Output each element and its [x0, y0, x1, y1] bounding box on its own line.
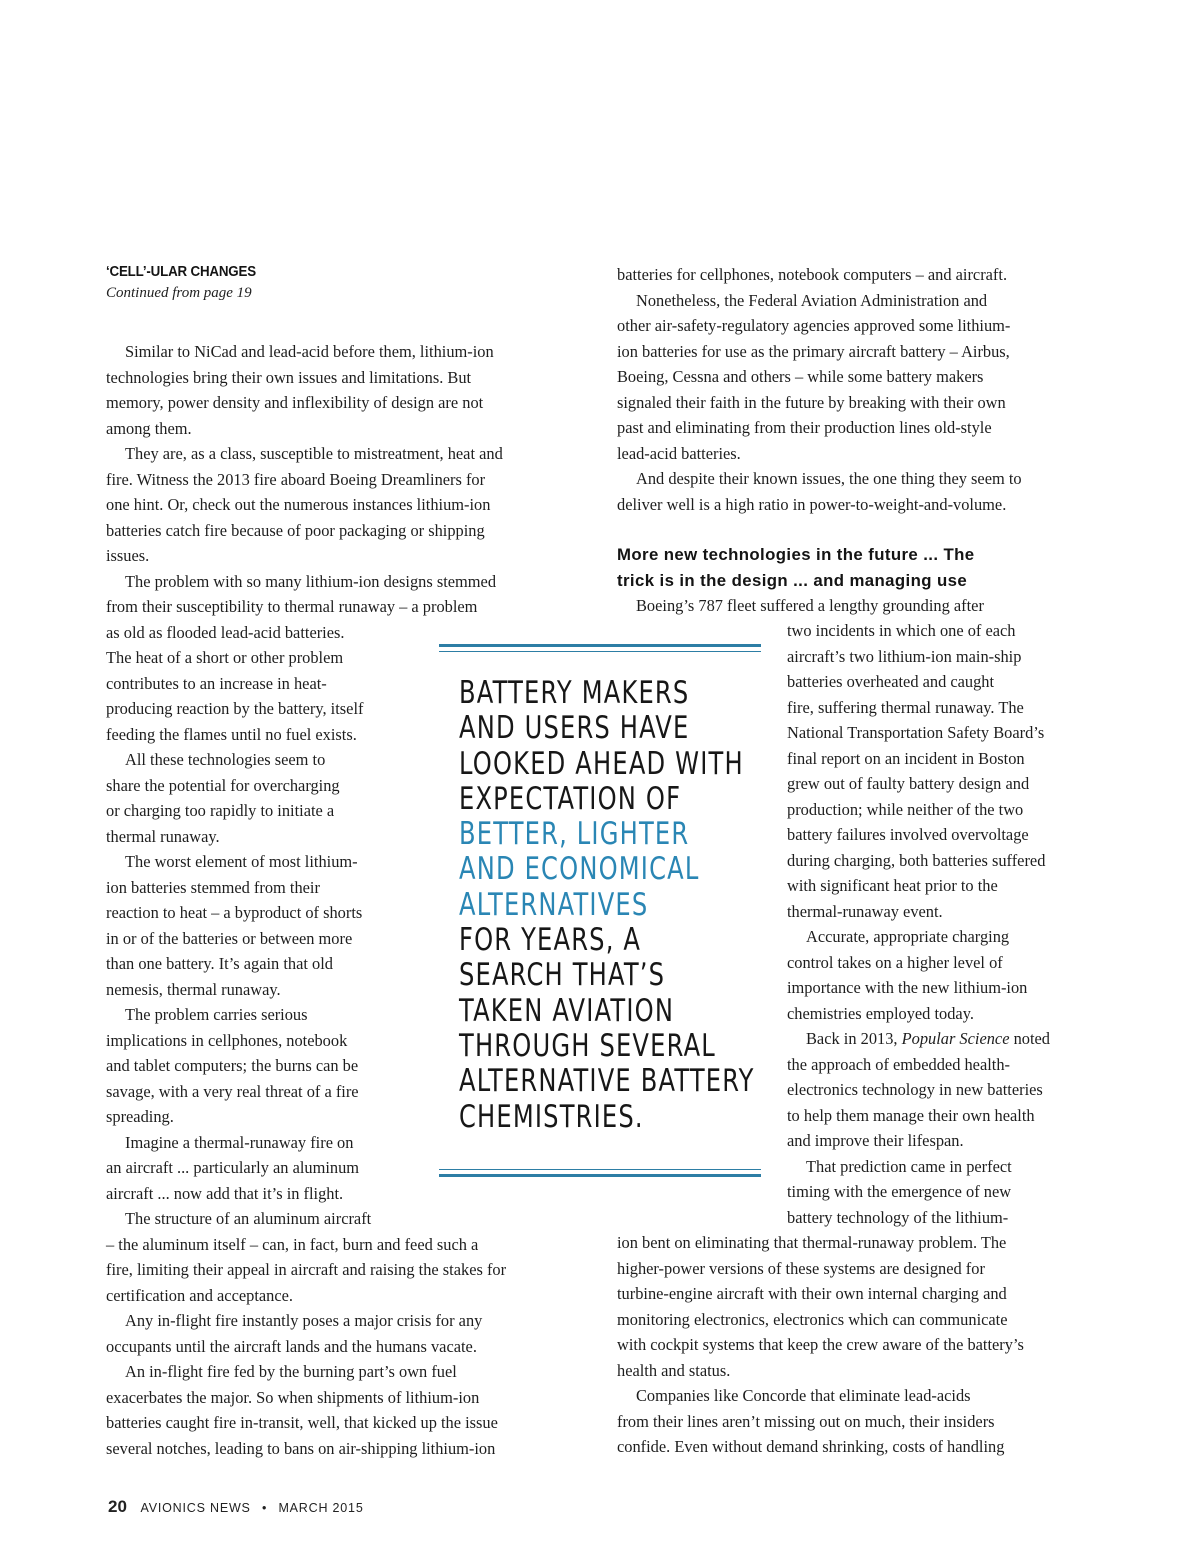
section-kicker: ‘CELL’-ULAR CHANGES: [106, 264, 256, 280]
body-line: Boeing’s 787 fleet suffered a lengthy grounding after: [636, 596, 984, 615]
body-line: among them.: [106, 418, 192, 438]
pull-quote-top-rule-thin: [439, 651, 761, 652]
body-line: An in-flight fire fed by the burning part’s own fuel: [125, 1362, 457, 1381]
body-line: one hint. Or, check out the numerous instances lithium-ion: [106, 495, 491, 514]
body-line: Companies like Concorde that eliminate lead-acids: [636, 1386, 971, 1405]
publication-name: AVIONICS NEWS: [140, 1501, 251, 1515]
body-line: aircraft’s two lithium-ion main-ship: [787, 646, 1022, 666]
body-line: the approach of embedded health-: [787, 1054, 1010, 1074]
body-line: The worst element of most lithium-: [125, 852, 358, 871]
body-line: fire, limiting their appeal in aircraft and raising the stakes for: [106, 1260, 507, 1279]
body-line: ion bent on eliminating that thermal-runaway problem. The: [617, 1233, 1007, 1252]
body-line: National Transportation Safety Board’s: [787, 723, 1045, 742]
body-line: control takes on a higher level of: [787, 952, 1003, 972]
body-line: The structure of an aluminum aircraft: [125, 1209, 372, 1228]
body-line: feeding the flames until no fuel exists.: [106, 724, 357, 744]
pull-quote-line: FOR YEARS, A: [459, 922, 642, 959]
body-line: production; while neither of the two: [787, 799, 1024, 819]
body-line: – the aluminum itself – can, in fact, burn and feed such a: [106, 1234, 479, 1254]
body-line: chemistries employed today.: [787, 1003, 974, 1023]
body-line: exacerbates the major. So when shipments of lithium-ion: [106, 1387, 480, 1407]
body-line: lead-acid batteries.: [617, 443, 741, 463]
body-line: from their lines aren’t missing out on much, their insiders: [617, 1411, 995, 1431]
body-line: with significant heat prior to the: [787, 876, 998, 895]
body-line: timing with the emergence of new: [787, 1182, 1012, 1201]
body-line: past and eliminating from their production lines old-style: [617, 418, 992, 437]
body-line: Imagine a thermal-runaway fire on: [125, 1132, 354, 1152]
pull-quote-top-rule: [439, 644, 761, 647]
body-line: in or of the batteries or between more: [106, 928, 353, 948]
pull-quote-line: LOOKED AHEAD WITH: [459, 745, 744, 782]
body-line: to help them manage their own health: [787, 1105, 1035, 1125]
body-line: than one battery. It’s again that old: [106, 954, 333, 973]
body-line: The problem carries serious: [125, 1005, 308, 1024]
subhead-line: trick is in the design ... and managing use: [617, 570, 968, 590]
body-line: That prediction came in perfect: [806, 1156, 1012, 1176]
body-line: aircraft ... now add that it’s in flight.: [106, 1183, 344, 1203]
pull-quote-line: ALTERNATIVE BATTERY: [459, 1063, 755, 1100]
body-line: battery technology of the lithium-: [787, 1207, 1009, 1227]
body-line: health and status.: [617, 1360, 731, 1380]
body-line: All these technologies seem to: [125, 750, 326, 769]
body-line: several notches, leading to bans on air-shipping lithium-ion: [106, 1438, 496, 1458]
body-line: fire. Witness the 2013 fire aboard Boeing Dreamliners for: [106, 469, 486, 489]
body-line: final report on an incident in Boston: [787, 748, 1025, 768]
pull-quote-line: TAKEN AVIATION: [459, 992, 675, 1029]
body-line: an aircraft ... particularly an aluminum: [106, 1158, 360, 1177]
body-line: confide. Even without demand shrinking, costs of handling: [617, 1437, 1005, 1456]
body-line: batteries catch fire because of poor packaging or shipping: [106, 520, 485, 540]
body-line: technologies bring their own issues and limitations. But: [106, 367, 472, 387]
body-line: They are, as a class, susceptible to mistreatment, heat and: [125, 444, 503, 463]
pull-quote-text: [459, 676, 769, 1135]
body-line: Any in-flight fire instantly poses a major crisis for any: [125, 1311, 483, 1330]
subhead-line: More new technologies in the future ... The: [617, 545, 975, 564]
body-line: batteries caught fire in-transit, well, that kicked up the issue: [106, 1413, 498, 1432]
body-line: batteries for cellphones, notebook computers – and aircraft.: [617, 265, 1008, 284]
body-line: certification and acceptance.: [106, 1285, 294, 1305]
pull-quote-highlight-line: BETTER, LIGHTER: [459, 816, 690, 853]
body-line: battery failures involved overvoltage: [787, 825, 1029, 844]
pull-quote-bottom-rule: [439, 1174, 761, 1177]
body-line: other air-safety-regulatory agencies approved some lithium-: [617, 316, 1011, 335]
body-line: importance with the new lithium-ion: [787, 978, 1028, 997]
body-line: ion batteries for use as the primary aircraft battery – Airbus,: [617, 341, 1010, 361]
body-line: occupants until the aircraft lands and the humans vacate.: [106, 1336, 477, 1356]
issue-date: MARCH 2015: [278, 1501, 364, 1515]
page-footer: [108, 1497, 364, 1517]
body-line: as old as flooded lead-acid batteries.: [106, 622, 345, 642]
body-line: two incidents in which one of each: [787, 621, 1016, 640]
body-line: Similar to NiCad and lead-acid before them, lithium-ion: [125, 342, 494, 361]
pull-quote-line: CHEMISTRIES.: [459, 1098, 644, 1135]
body-line: issues.: [106, 546, 150, 565]
body-line: producing reaction by the battery, itself: [106, 699, 364, 718]
body-line: memory, power density and inflexibility of design are not: [106, 393, 484, 412]
body-line: turbine-engine aircraft with their own internal charging and: [617, 1284, 1007, 1303]
pull-quote-line: SEARCH THAT’S: [459, 957, 666, 994]
publication-title: Popular Science: [901, 1029, 1010, 1048]
pull-quote-highlight-line: ALTERNATIVES: [459, 886, 649, 923]
body-line: The problem with so many lithium-ion designs stemmed: [125, 571, 497, 591]
body-line: share the potential for overcharging: [106, 775, 340, 795]
body-line: and improve their lifespan.: [787, 1131, 964, 1150]
body-line: grew out of faulty battery design and: [787, 774, 1030, 793]
body-line: from their susceptibility to thermal runaway – a problem: [106, 597, 478, 616]
footer-separator: •: [261, 1501, 268, 1515]
body-line: and tablet computers; the burns can be: [106, 1056, 359, 1075]
body-line: And despite their known issues, the one thing they seem to: [636, 469, 1022, 488]
page-number: 20: [108, 1497, 127, 1516]
body-line: Back in 2013, Popular Science noted: [806, 1029, 1050, 1048]
body-line: monitoring electronics, electronics which can communicate: [617, 1309, 1008, 1329]
body-line: thermal runaway.: [106, 826, 220, 846]
body-line: spreading.: [106, 1107, 174, 1126]
pull-quote-line: AND USERS HAVE: [459, 710, 690, 747]
body-line: deliver well is a high ratio in power-to-weight-and-volume.: [617, 494, 1007, 514]
body-line: Boeing, Cessna and others – while some battery makers: [617, 367, 984, 386]
body-line: during charging, both batteries suffered: [787, 850, 1046, 870]
body-line: fire, suffering thermal runaway. The: [787, 697, 1024, 717]
pull-quote-line: EXPECTATION OF: [459, 780, 682, 817]
body-line: savage, with a very real threat of a fire: [106, 1081, 359, 1101]
body-line: implications in cellphones, notebook: [106, 1030, 348, 1050]
subhead: [617, 542, 1087, 593]
body-line: electronics technology in new batteries: [787, 1080, 1043, 1099]
body-line: higher-power versions of these systems are designed for: [617, 1258, 985, 1278]
continued-note: Continued from page 19: [106, 285, 252, 301]
body-line: ion batteries stemmed from their: [106, 877, 320, 897]
pull-quote-bottom-rule-thin: [439, 1169, 761, 1170]
body-line: nemesis, thermal runaway.: [106, 979, 281, 999]
pull-quote-highlight-line: AND ECONOMICAL: [459, 851, 700, 888]
body-line: with cockpit systems that keep the crew aware of the battery’s: [617, 1335, 1024, 1354]
body-line: The heat of a short or other problem: [106, 648, 344, 667]
pull-quote-line: THROUGH SEVERAL: [459, 1027, 716, 1064]
body-line: reaction to heat – a byproduct of shorts: [106, 903, 363, 922]
body-line: Nonetheless, the Federal Aviation Administration and: [636, 290, 988, 310]
body-line: thermal-runaway event.: [787, 901, 943, 921]
body-line: batteries overheated and caught: [787, 672, 995, 691]
body-line: Accurate, appropriate charging: [806, 927, 1010, 946]
pull-quote-line: BATTERY MAKERS: [459, 675, 690, 711]
body-line: or charging too rapidly to initiate a: [106, 801, 335, 820]
body-line: contributes to an increase in heat-: [106, 673, 327, 693]
body-line: signaled their faith in the future by breaking with their own: [617, 392, 1006, 412]
